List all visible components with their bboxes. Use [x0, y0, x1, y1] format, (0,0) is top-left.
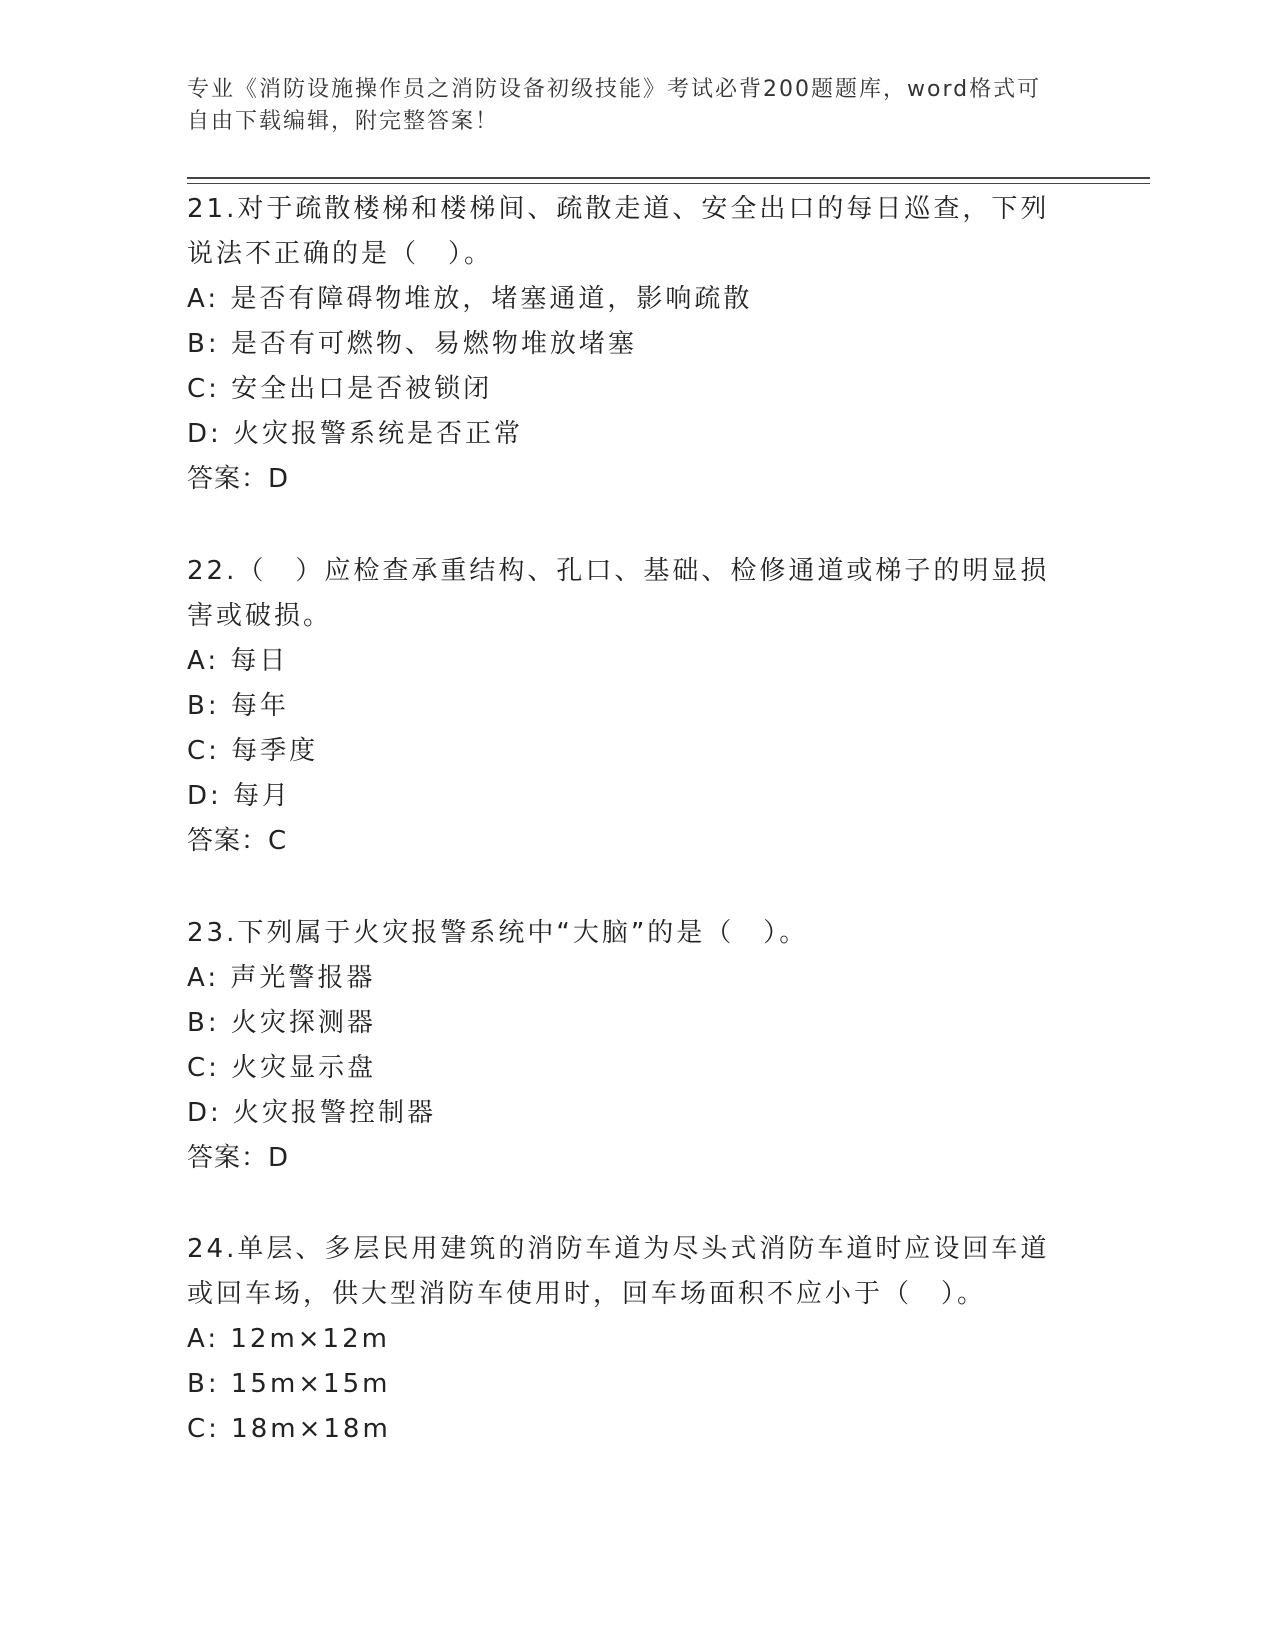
question-24 — [187, 1227, 1067, 1452]
option-c: C: 18m×18m — [187, 1414, 391, 1444]
question-stem: 24.单层、多层民用建筑的消防车道为尽头式消防车道时应设回车道或回车场，供大型消防车使用时，回车场面积不应小于（ ）。 — [187, 1234, 1050, 1309]
header-divider-thin — [187, 183, 1150, 184]
option-a: A: 是否有障碍物堆放，堵塞通道，影响疏散 — [187, 284, 753, 314]
option-c: C: 每季度 — [187, 736, 319, 766]
answer — [187, 819, 1067, 864]
answer-value: D — [268, 464, 290, 494]
option-b: B: 是否有可燃物、易燃物堆放堵塞 — [187, 329, 637, 359]
question-23 — [187, 911, 1067, 1181]
question-stem: 21.对于疏散楼梯和楼梯间、疏散走道、安全出口的每日巡查，下列说法不正确的是（ ）。 — [187, 194, 1050, 269]
question-stem: 22.（ ）应检查承重结构、孔口、基础、检修通道或梯子的明显损害或破损。 — [187, 556, 1050, 631]
answer-value: C — [268, 826, 288, 856]
answer-label: 答案： — [187, 464, 269, 494]
option-a: A: 12m×12m — [187, 1324, 390, 1354]
answer-label: 答案： — [187, 1143, 269, 1173]
answer-value: D — [268, 1143, 290, 1173]
answer — [187, 457, 1067, 502]
question-22 — [187, 549, 1067, 864]
option-a: A: 声光警报器 — [187, 963, 376, 993]
option-c: C: 安全出口是否被锁闭 — [187, 374, 493, 404]
option-b: B: 火灾探测器 — [187, 1008, 376, 1038]
option-d: D: 每月 — [187, 781, 292, 811]
option-b: B: 每年 — [187, 691, 289, 721]
option-d: D: 火灾报警系统是否正常 — [187, 419, 524, 449]
answer — [187, 1136, 1067, 1181]
answer-label: 答案： — [187, 826, 269, 856]
option-d: D: 火灾报警控制器 — [187, 1098, 437, 1128]
option-b: B: 15m×15m — [187, 1369, 391, 1399]
header-line-1: 专业《消防设施操作员之消防设备初级技能》考试必背200题题库，word格式可 — [187, 77, 1042, 102]
document-header — [187, 74, 1067, 138]
question-stem: 23.下列属于火灾报警系统中“大脑”的是（ ）。 — [187, 918, 809, 948]
header-line-2: 自由下载编辑，附完整答案！ — [187, 109, 500, 134]
question-21 — [187, 187, 1067, 502]
option-a: A: 每日 — [187, 646, 289, 676]
header-divider-thick — [187, 177, 1150, 179]
option-c: C: 火灾显示盘 — [187, 1053, 377, 1083]
